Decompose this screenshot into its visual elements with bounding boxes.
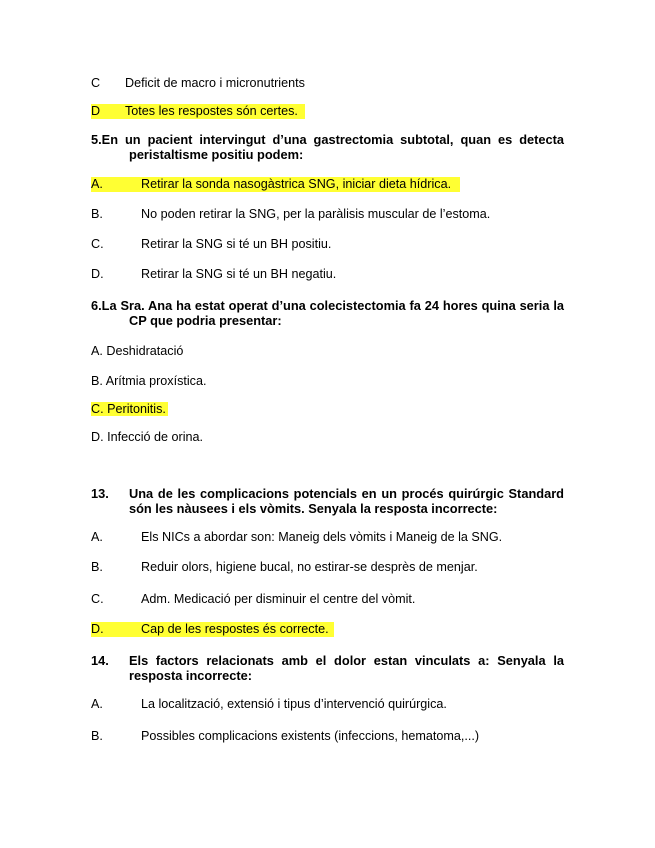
option-text: Retirar la SNG si té un BH negatiu.	[141, 267, 337, 281]
q14-title	[91, 653, 564, 683]
option-text: Totes les respostes són certes.	[125, 104, 298, 118]
q14-title-line1: Els factors relacionats amb el dolor estan vinculats a: Senyala la	[129, 653, 564, 668]
q5-title-line1: 5.En un pacient intervingut d’una gastrectomia subtotal, quan es detecta	[91, 132, 564, 147]
option-letter: C.	[91, 592, 104, 606]
highlighted-answer	[91, 622, 334, 637]
q13-title	[91, 486, 564, 516]
q4-option-c	[91, 76, 305, 91]
option-letter: A.	[91, 697, 103, 711]
option-text: Retirar la SNG si té un BH positiu.	[141, 237, 332, 251]
q5-option-d	[91, 267, 337, 282]
option-letter: C.	[91, 237, 104, 251]
option-text: Els NICs a abordar son: Maneig dels vòmits i Maneig de la SNG.	[141, 530, 503, 544]
q13-option-a	[91, 530, 503, 545]
q13-title-text	[129, 486, 564, 516]
highlighted-answer	[91, 104, 305, 119]
option-letter: A.	[91, 177, 103, 191]
q5-option-a	[91, 177, 460, 192]
option-text: Possibles complicacions existents (infeccions, hematoma,...)	[141, 729, 480, 743]
option-text: Adm. Medicació per disminuir el centre del vòmit.	[141, 592, 416, 606]
q14-number: 14.	[91, 653, 109, 668]
highlighted-answer: C. Peritonitis.	[91, 402, 166, 416]
q6-title	[91, 298, 564, 328]
option-letter: C	[91, 76, 101, 90]
q6-option-d: D. Infecció de orina.	[91, 430, 204, 444]
q5-title	[91, 132, 564, 162]
q14-title-line2: resposta incorrecte:	[129, 668, 253, 683]
q6-title-line2: CP que podria presentar:	[129, 313, 282, 328]
q4-option-d	[91, 104, 305, 119]
option-text: No poden retirar la SNG, per la paràlisis muscular de l’estoma.	[141, 207, 491, 221]
option-letter: B.	[91, 560, 103, 574]
q13-title-line2: són les nàusees i els vòmits. Senyala la resposta incorrecte:	[129, 501, 498, 516]
option-text: Deficit de macro i micronutrients	[125, 76, 305, 90]
q13-option-b	[91, 560, 478, 575]
q14-option-b	[91, 729, 480, 744]
q6-option-b: B. Arítmia proxística.	[91, 374, 207, 388]
highlighted-answer	[91, 177, 460, 192]
option-letter: A.	[91, 530, 103, 544]
option-text: Cap de les respostes és correcte.	[141, 622, 329, 636]
q14-option-a	[91, 697, 447, 712]
option-letter: D.	[91, 267, 104, 281]
option-text: La localització, extensió i tipus d’intervenció quirúrgica.	[141, 697, 447, 711]
q14-title-text	[129, 653, 564, 683]
q6-option-c	[91, 402, 168, 417]
option-letter: D.	[91, 622, 104, 636]
option-letter: D	[91, 104, 101, 118]
option-text: Reduir olors, higiene bucal, no estirar-se desprès de menjar.	[141, 560, 478, 574]
q5-option-b	[91, 207, 491, 222]
option-letter: B.	[91, 729, 103, 743]
option-letter: B.	[91, 207, 103, 221]
q6-title-line1: 6.La Sra. Ana ha estat operat d’una colecistectomia fa 24 hores quina seria la	[91, 298, 564, 313]
q13-title-line1: Una de les complicacions potencials en un procés quirúrgic Standard	[129, 486, 564, 501]
q13-number: 13.	[91, 486, 109, 501]
q13-option-d	[91, 622, 334, 637]
option-text: Retirar la sonda nasogàstrica SNG, iniciar dieta hídrica.	[141, 177, 452, 191]
q6-option-a: A. Deshidratació	[91, 344, 184, 358]
q13-option-c	[91, 592, 416, 607]
q5-option-c	[91, 237, 332, 252]
q5-title-line2: peristaltisme positiu podem:	[129, 147, 304, 162]
